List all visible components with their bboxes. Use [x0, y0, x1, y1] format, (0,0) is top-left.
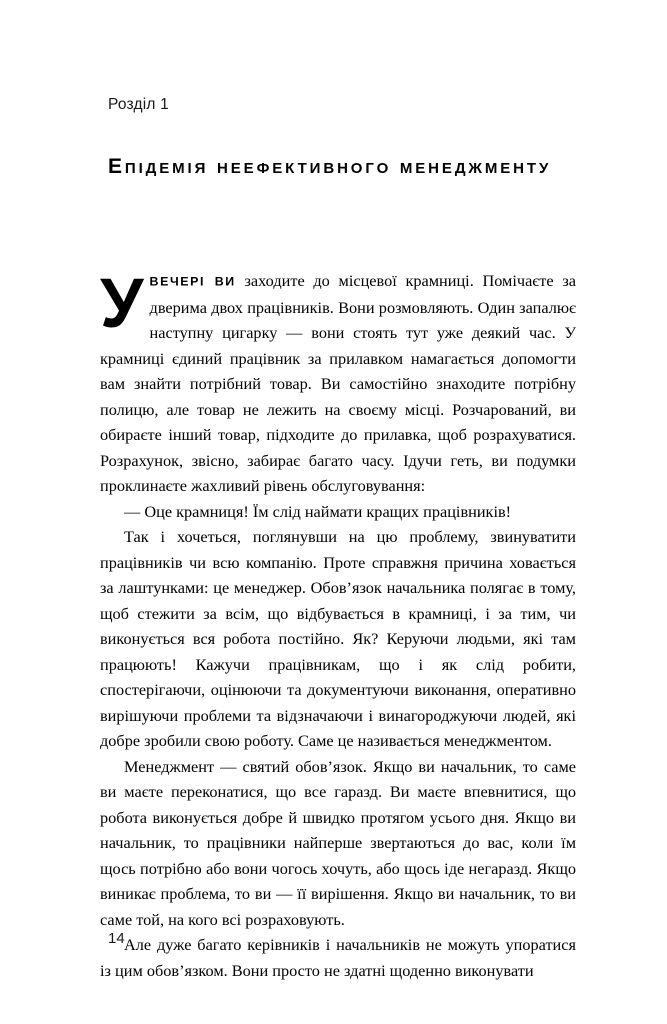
paragraph-text: Але дуже багато керівників і начальників не можуть упоратися із цим обов’язком. Вони просто не здатні щоденно виконувати	[100, 935, 576, 980]
paragraph-text: — Оце крамниця! Їм слід наймати кращих працівників!	[124, 501, 512, 521]
paragraph	[100, 524, 576, 754]
drop-cap: У	[100, 264, 144, 342]
paragraph-text: заходите до місцевої крамниці. Помічаєте за дверима двох працівників. Вони розмовляють. Один запалює наступну цигарку — вони стоять тут уже деякий час. У крамниці єдиний працівник за прилавком намагається допомогти вам знайти потрібний товар. Ви самостійно знаходите потрібну полицю, але товар не лежить на своєму місці. Розчарований, ви обираєте інший товар, підходите до прилавка, щоб розрахуватися. Розрахунок, звісно, забирає багато часу. Ідучи геть, ви подумки проклинаєте жахливий рівень обслуговування:	[100, 271, 576, 496]
paragraph	[100, 264, 576, 499]
paragraph-text: Так і хочеться, поглянувши на цю проблему, звинуватити працівників чи всю компанію. Проте справжня причина ховається за лаштунками: це менеджер. Обов’язок начальника полягає в тому, щоб стежити за всім, що відбувається в крамниці, і за тим, чи виконується вся робота постійно. Як? Керуючи людьми, які там працюють! Кажучи працівникам, що і як слід робити, спостерігаючи, оцінюючи та документуючи виконання, оперативно вирішуючи проблеми та відзначаючи і винагороджуючи людей, які добре зробили свою роботу. Саме це називається менеджментом.	[100, 527, 576, 751]
body-text-block	[100, 264, 576, 983]
page-number: 14	[108, 930, 125, 947]
paragraph-text: Менеджмент — святий обов’язок. Якщо ви начальник, то саме ви маєте переконатися, що все гаразд. Ви маєте впевнитися, що робота виконується добре й швидко протягом усього дня. Якщо ви начальник, то працівники найперше звертаються до вас, коли їм щось потрібно або вони чогось хочуть, або щось іде негаразд. Якщо виникає проблема, то ви — її вирішення. Якщо ви начальник, то ви саме той, на кого всі розраховують.	[100, 756, 576, 929]
paragraph	[100, 499, 576, 525]
small-caps-lead-in: ВЕЧЕРІ ВИ	[149, 274, 236, 289]
paragraph	[100, 754, 576, 933]
chapter-title: Епідемія неефективного менеджменту	[108, 155, 552, 179]
chapter-label: Розділ 1	[108, 96, 169, 113]
paragraph	[100, 932, 576, 983]
